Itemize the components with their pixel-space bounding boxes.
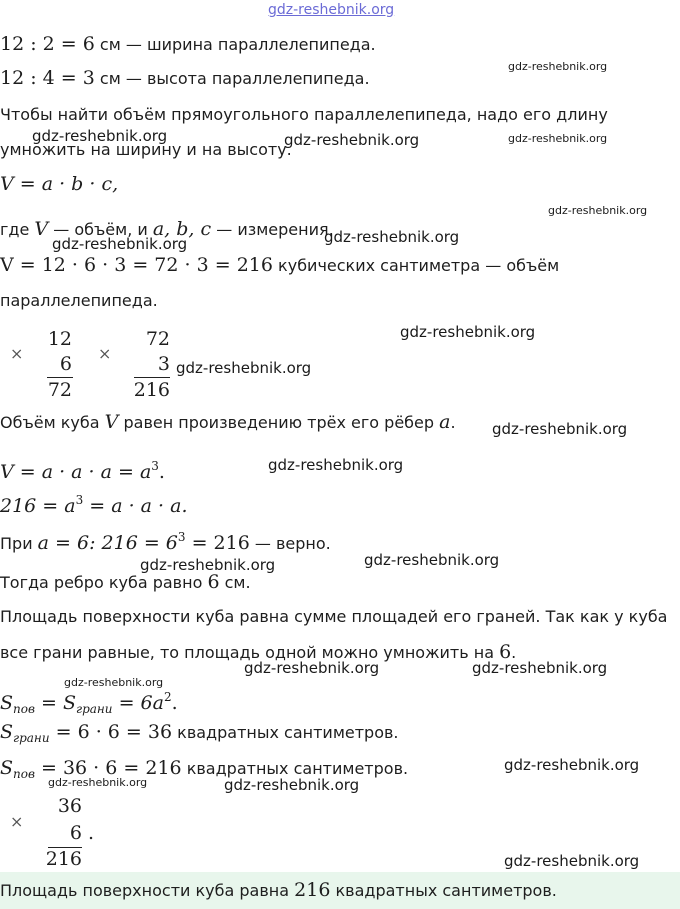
- volume-calc-text: кубических сантиметра — объём: [272, 256, 560, 275]
- cube-equation-right: = a · a · a.: [83, 495, 188, 517]
- watermark: gdz-reshebnik.org: [140, 556, 276, 574]
- calc3-result: 216: [45, 848, 82, 870]
- total-area-formula: = 36 · 6 = 216: [34, 757, 182, 779]
- answer-value: 216: [294, 879, 331, 901]
- surface-formula-eq: =: [34, 692, 63, 714]
- cube-formula: V = a · a · a = a: [0, 461, 152, 483]
- total-area-sub: пов: [13, 767, 35, 781]
- watermark: gdz-reshebnik.org: [224, 776, 360, 794]
- edge-text-2: см.: [219, 573, 251, 592]
- cube-rule-text-2: равен произведению трёх его рёбер: [118, 413, 440, 432]
- calc1-result: 72: [47, 379, 72, 401]
- answer-text-1: Площадь поверхности куба равна: [0, 881, 295, 900]
- check-exponent: 3: [177, 530, 186, 544]
- top-watermark-link[interactable]: gdz-reshebnik.org: [268, 2, 395, 18]
- surface-rule-line-1: Площадь поверхности куба равна сумме площадей его граней. Так как у куба: [0, 607, 668, 626]
- where-v: V: [34, 218, 49, 240]
- volume-rule-line-1: Чтобы найти объём прямоугольного параллелепипеда, надо его длину: [0, 105, 608, 124]
- height-text: см — высота параллелепипеда.: [94, 69, 370, 88]
- watermark: gdz-reshebnik.org: [64, 676, 164, 689]
- check-formula-2: = 216: [185, 532, 250, 554]
- cube-formula-exponent: 3: [151, 459, 159, 473]
- face-area-sub: грани: [13, 731, 50, 745]
- calc1-operand-a: 12: [47, 328, 72, 350]
- cube-rule-text-3: .: [450, 413, 456, 432]
- cube-equation-line: [0, 490, 188, 517]
- answer-text-2: квадратных сантиметров.: [330, 881, 557, 900]
- watermark: gdz-reshebnik.org: [324, 228, 460, 246]
- answer-line: [0, 880, 557, 901]
- width-line: [0, 34, 376, 55]
- volume-formula: V = a · b · c,: [0, 173, 119, 195]
- calc2-result-bar: [134, 377, 170, 378]
- cube-equation-left: 216 = a: [0, 495, 76, 517]
- calc1-multiply-sign: ×: [10, 344, 24, 363]
- face-area-formula: = 6 · 6 = 36: [49, 721, 173, 743]
- watermark: gdz-reshebnik.org: [244, 659, 380, 677]
- watermark: gdz-reshebnik.org: [48, 776, 148, 789]
- where-text-2: — объём, и: [48, 220, 153, 239]
- watermark: gdz-reshebnik.org: [472, 659, 608, 677]
- volume-calc-formula: V = 12 · 6 · 3 = 72 · 3 = 216: [0, 254, 273, 276]
- watermark: gdz-reshebnik.org: [176, 359, 312, 377]
- calc3-operand-a: 36: [57, 795, 82, 817]
- face-area-text: квадратных сантиметров.: [172, 723, 399, 742]
- width-text: см — ширина параллелепипеда.: [94, 35, 376, 54]
- watermark: gdz-reshebnik.org: [52, 235, 188, 253]
- cube-volume-rule-line: [0, 412, 456, 433]
- surface-rule-six: 6: [499, 641, 512, 663]
- volume-rule-line-2: умножить на ширину и на высоту.: [0, 140, 292, 159]
- surface-rule-end: .: [511, 643, 517, 662]
- cube-rule-v: V: [104, 411, 119, 433]
- calc1-result-bar: [47, 377, 73, 378]
- cube-rule-a: a: [439, 411, 451, 433]
- calc2-result: 216: [133, 379, 170, 401]
- watermark: gdz-reshebnik.org: [400, 323, 536, 341]
- surface-formula-s2: S: [62, 692, 76, 714]
- watermark: gdz-reshebnik.org: [32, 127, 168, 145]
- height-formula: 12 : 4 = 3: [0, 67, 95, 89]
- calc3-multiply-sign: ×: [10, 812, 24, 831]
- surface-formula-rest: = 6a: [112, 692, 164, 714]
- check-line: [0, 527, 331, 554]
- cube-equation-exponent: 3: [75, 493, 84, 507]
- cube-rule-text-1: Объём куба: [0, 413, 105, 432]
- where-abc: a, b, c: [152, 218, 212, 240]
- watermark: gdz-reshebnik.org: [508, 60, 608, 73]
- edge-value: 6: [207, 571, 220, 593]
- surface-formula-sub-grani: грани: [76, 702, 113, 716]
- watermark: gdz-reshebnik.org: [268, 456, 404, 474]
- check-formula-1: a = 6: 216 = 6: [37, 532, 178, 554]
- calc3-operand-b: 6: [69, 822, 82, 844]
- total-area-text: квадратных сантиметров.: [181, 759, 409, 778]
- calc3-trailing-dot: .: [88, 822, 95, 844]
- total-area-s: S: [0, 757, 14, 779]
- where-text-1: где: [0, 220, 35, 239]
- watermark: gdz-reshebnik.org: [504, 756, 640, 774]
- face-area-s: S: [0, 721, 14, 743]
- surface-formula-line: [0, 687, 178, 719]
- height-line: [0, 68, 370, 89]
- calc2-operand-b: 3: [157, 353, 170, 375]
- watermark: gdz-reshebnik.org: [364, 551, 500, 569]
- calc2-operand-a: 72: [145, 328, 170, 350]
- edge-text-1: Тогда ребро куба равно: [0, 573, 208, 592]
- volume-calc-line-2: параллелепипеда.: [0, 291, 158, 310]
- surface-rule-text: все грани равные, то площадь одной можно умножить на: [0, 643, 500, 662]
- calc2-multiply-sign: ×: [98, 344, 112, 363]
- surface-formula-s: S: [0, 692, 14, 714]
- cube-formula-end: .: [158, 461, 165, 483]
- watermark: gdz-reshebnik.org: [492, 420, 628, 438]
- check-text-2: — верно.: [249, 534, 331, 553]
- edge-result-line: [0, 572, 251, 593]
- watermark: gdz-reshebnik.org: [284, 131, 420, 149]
- check-text-1: При: [0, 534, 38, 553]
- watermark: gdz-reshebnik.org: [504, 852, 640, 870]
- surface-formula-end: .: [171, 692, 178, 714]
- calc1-operand-b: 6: [59, 353, 72, 375]
- surface-formula-sub-pov: пов: [13, 702, 35, 716]
- volume-formula-line: [0, 174, 118, 195]
- watermark: gdz-reshebnik.org: [508, 132, 608, 145]
- cube-formula-line: [0, 456, 165, 483]
- volume-calc-line: [0, 255, 559, 276]
- surface-formula-exponent: 2: [163, 690, 172, 704]
- watermark: gdz-reshebnik.org: [548, 204, 648, 217]
- face-area-line: [0, 722, 399, 748]
- where-text-3: — измерения.: [211, 220, 334, 239]
- width-formula: 12 : 2 = 6: [0, 33, 95, 55]
